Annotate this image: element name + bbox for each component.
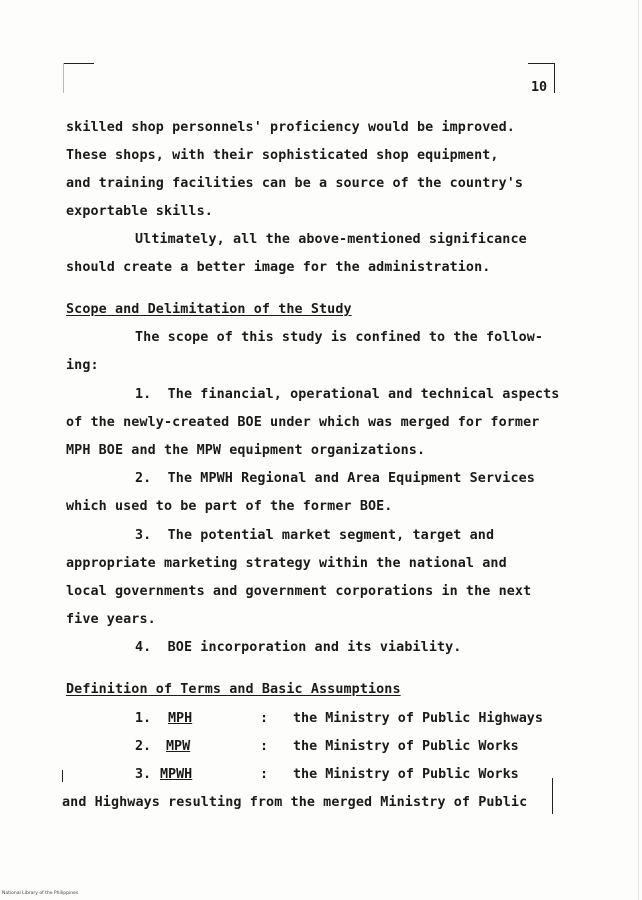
scan-footer: National Library of the Philippines xyxy=(2,891,79,896)
paragraph-line: and training facilities can be a source of the country's xyxy=(66,176,524,191)
scope-line: MPH BOE and the MPW equipment organizations. xyxy=(66,443,426,458)
term-abbreviation: MPH xyxy=(168,711,193,726)
term-abbreviation: MPWH xyxy=(160,767,193,782)
paragraph-line: should create a better image for the administration. xyxy=(66,260,491,275)
paragraph-line: These shops, with their sophisticated shop equipment, xyxy=(66,148,499,163)
term-number: 3. xyxy=(135,767,152,782)
scope-line: ing: xyxy=(66,358,99,373)
crop-mark-top-right xyxy=(528,63,555,64)
scope-item-1: 1. The financial, operational and technical aspects xyxy=(135,387,560,402)
scope-line: which used to be part of the former BOE. xyxy=(66,499,393,514)
page-number: 10 xyxy=(531,80,548,95)
crop-mark-top-left xyxy=(64,63,94,64)
scan-edge xyxy=(638,0,639,900)
section-heading-definitions: Definition of Terms and Basic Assumptions xyxy=(66,682,401,697)
scope-line: The scope of this study is confined to the follow- xyxy=(135,330,544,345)
scope-item-2: 2. The MPWH Regional and Area Equipment Services xyxy=(135,471,535,486)
scope-item-4: 4. BOE incorporation and its viability. xyxy=(135,640,462,655)
scope-line: local governments and government corporations in the next xyxy=(66,584,532,599)
paragraph-line: skilled shop personnels' proficiency would be improved. xyxy=(66,120,515,135)
crop-mark-top-right-vertical xyxy=(554,63,555,93)
scope-line: of the newly-created BOE under which was merged for former xyxy=(66,415,540,430)
section-heading-scope: Scope and Delimitation of the Study xyxy=(66,302,352,317)
term-colon: : xyxy=(260,711,269,726)
crop-mark-bottom-left xyxy=(62,770,63,782)
definition-continuation: and Highways resulting from the merged Ministry of Public xyxy=(62,795,528,810)
scope-line: appropriate marketing strategy within the national and xyxy=(66,556,507,571)
crop-mark-top-left-vertical xyxy=(63,63,64,93)
term-colon: : xyxy=(260,767,269,782)
term-number: 1. xyxy=(135,711,152,726)
paragraph-line: exportable skills. xyxy=(66,204,213,219)
paragraph-line: Ultimately, all the above-mentioned significance xyxy=(135,232,527,247)
term-definition: the Ministry of Public Works xyxy=(293,739,519,754)
scope-line: five years. xyxy=(66,612,156,627)
term-definition: the Ministry of Public Works xyxy=(293,767,519,782)
term-colon: : xyxy=(260,739,269,754)
term-abbreviation: MPW xyxy=(166,739,191,754)
scope-item-3: 3. The potential market segment, target and xyxy=(135,528,495,543)
term-number: 2. xyxy=(135,739,152,754)
term-definition: the Ministry of Public Highways xyxy=(293,711,543,726)
crop-mark-bottom-right xyxy=(552,778,553,814)
